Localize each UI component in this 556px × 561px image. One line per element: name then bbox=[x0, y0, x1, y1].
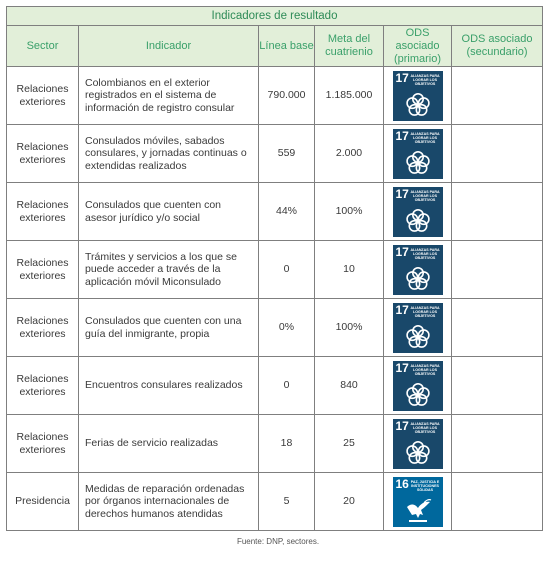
sdg-17-partnerships-icon: 17 ALIANZAS PARA LOGRAR LOS OBJETIVOS bbox=[393, 303, 443, 353]
sdg-17-partnerships-icon: 17 ALIANZAS PARA LOGRAR LOS OBJETIVOS bbox=[393, 245, 443, 295]
cell-indicador: Medidas de reparación ordenadas por órganos internacionales de derechos humanos atendidas bbox=[79, 473, 259, 531]
header-indicador: Indicador bbox=[79, 26, 259, 67]
cell-linea-base: 44% bbox=[259, 183, 315, 241]
header-ods-primario: ODS asociado (primario) bbox=[384, 26, 452, 67]
cell-ods-secundario bbox=[452, 473, 543, 531]
results-indicators-table bbox=[6, 6, 543, 531]
cell-linea-base: 0 bbox=[259, 241, 315, 299]
cell-meta: 20 bbox=[315, 473, 384, 531]
table-row bbox=[7, 415, 543, 473]
cell-meta: 25 bbox=[315, 415, 384, 473]
cell-sector: Relaciones exteriores bbox=[7, 415, 79, 473]
cell-ods-secundario bbox=[452, 183, 543, 241]
cell-ods-primario bbox=[384, 473, 452, 531]
table-row bbox=[7, 67, 543, 125]
cell-indicador: Consulados que cuenten con una guía del inmigrante, propia bbox=[79, 299, 259, 357]
cell-ods-primario bbox=[384, 357, 452, 415]
cell-meta: 1.185.000 bbox=[315, 67, 384, 125]
cell-ods-primario bbox=[384, 299, 452, 357]
cell-sector: Relaciones exteriores bbox=[7, 241, 79, 299]
cell-sector: Relaciones exteriores bbox=[7, 67, 79, 125]
cell-indicador: Colombianos en el exterior registrados en el sistema de información de registro consular bbox=[79, 67, 259, 125]
cell-meta: 100% bbox=[315, 299, 384, 357]
cell-sector: Relaciones exteriores bbox=[7, 299, 79, 357]
table-title: Indicadores de resultado bbox=[7, 7, 543, 26]
table-row bbox=[7, 241, 543, 299]
cell-sector: Relaciones exteriores bbox=[7, 357, 79, 415]
cell-ods-secundario bbox=[452, 415, 543, 473]
header-sector: Sector bbox=[7, 26, 79, 67]
sdg-17-partnerships-icon: 17 ALIANZAS PARA LOGRAR LOS OBJETIVOS bbox=[393, 419, 443, 469]
cell-linea-base: 790.000 bbox=[259, 67, 315, 125]
cell-linea-base: 18 bbox=[259, 415, 315, 473]
cell-ods-primario bbox=[384, 241, 452, 299]
cell-ods-primario bbox=[384, 125, 452, 183]
cell-indicador: Trámites y servicios a los que se puede acceder a través de la aplicación móvil Miconsulado bbox=[79, 241, 259, 299]
cell-linea-base: 559 bbox=[259, 125, 315, 183]
table-row bbox=[7, 473, 543, 531]
sdg-17-partnerships-icon: 17 ALIANZAS PARA LOGRAR LOS OBJETIVOS bbox=[393, 71, 443, 121]
cell-ods-secundario bbox=[452, 299, 543, 357]
cell-linea-base: 0% bbox=[259, 299, 315, 357]
cell-indicador: Ferias de servicio realizadas bbox=[79, 415, 259, 473]
table-row bbox=[7, 299, 543, 357]
cell-indicador: Encuentros consulares realizados bbox=[79, 357, 259, 415]
sdg-16-peace-justice-icon: 16 PAZ, JUSTICIA E INSTITUCIONES SÓLIDAS bbox=[393, 477, 443, 527]
cell-ods-secundario bbox=[452, 241, 543, 299]
table-row bbox=[7, 183, 543, 241]
cell-ods-secundario bbox=[452, 67, 543, 125]
cell-sector: Presidencia bbox=[7, 473, 79, 531]
sdg-17-partnerships-icon: 17 ALIANZAS PARA LOGRAR LOS OBJETIVOS bbox=[393, 187, 443, 237]
table-row bbox=[7, 357, 543, 415]
cell-meta: 840 bbox=[315, 357, 384, 415]
sdg-17-partnerships-icon: 17 ALIANZAS PARA LOGRAR LOS OBJETIVOS bbox=[393, 129, 443, 179]
table-row bbox=[7, 125, 543, 183]
cell-ods-primario bbox=[384, 415, 452, 473]
header-meta: Meta del cuatrienio bbox=[315, 26, 384, 67]
cell-ods-primario bbox=[384, 67, 452, 125]
cell-ods-primario bbox=[384, 183, 452, 241]
cell-indicador: Consulados móviles, sabados consulares, y jornadas continuas o extendidas realizados bbox=[79, 125, 259, 183]
cell-linea-base: 0 bbox=[259, 357, 315, 415]
cell-sector: Relaciones exteriores bbox=[7, 125, 79, 183]
cell-meta: 2.000 bbox=[315, 125, 384, 183]
sdg-17-partnerships-icon: 17 ALIANZAS PARA LOGRAR LOS OBJETIVOS bbox=[393, 361, 443, 411]
cell-ods-secundario bbox=[452, 125, 543, 183]
source-note: Fuente: DNP, sectores. bbox=[236, 537, 320, 546]
cell-meta: 100% bbox=[315, 183, 384, 241]
cell-linea-base: 5 bbox=[259, 473, 315, 531]
header-linea-base: Línea base bbox=[259, 26, 315, 67]
cell-meta: 10 bbox=[315, 241, 384, 299]
cell-ods-secundario bbox=[452, 357, 543, 415]
cell-indicador: Consulados que cuenten con asesor jurídico y/o social bbox=[79, 183, 259, 241]
results-indicators-table-wrapper bbox=[6, 6, 542, 531]
header-ods-secundario: ODS asociado (secundario) bbox=[452, 26, 543, 67]
cell-sector: Relaciones exteriores bbox=[7, 183, 79, 241]
